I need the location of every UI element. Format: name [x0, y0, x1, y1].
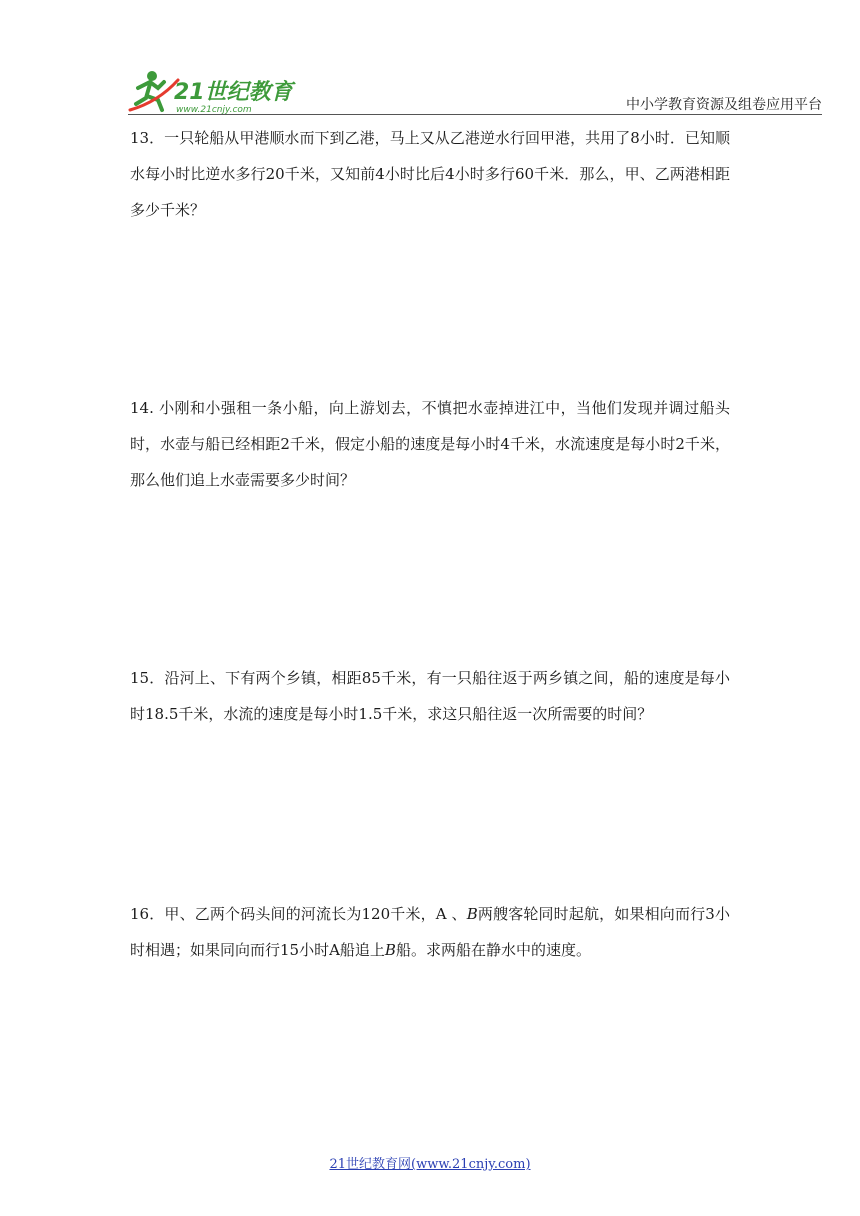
question-15: 15．沿河上、下有两个乡镇，相距85千米，有一只船往返于两乡镇之间，船的速度是每小时18.5千米，水流的速度是每小时1.5千米，求这只船往返一次所需要的时间？ — [130, 669, 730, 723]
header-divider — [128, 114, 822, 115]
site-logo — [128, 66, 308, 116]
question-16-part-b: 两艘客轮同时起航，如果相向而行3小时相遇；如果同向而行15小时A船追上 — [130, 905, 730, 959]
question-16 — [130, 896, 730, 968]
logo-runner-icon — [128, 66, 308, 116]
svg-text:www.21cnjy.com: www.21cnjy.com — [176, 105, 252, 115]
question-13: 13．一只轮船从甲港顺水而下到乙港，马上又从乙港逆水行回甲港，共用了8小时．已知顺水每小时比逆水多行20千米，又知前4小时比后4小时多行60千米．那么，甲、乙两港相距多少千米？ — [130, 129, 730, 219]
question-16-part-a: 16．甲、乙两个码头间的河流长为120千米，A 、 — [130, 905, 467, 923]
question-16-part-c: 船。求两船在静水中的速度。 — [395, 941, 591, 959]
page-header — [0, 0, 860, 120]
variable-b: B — [466, 905, 478, 923]
svg-text:21世纪教育: 21世纪教育 — [174, 80, 293, 105]
page-footer — [0, 1153, 860, 1172]
footer-link[interactable]: 21世纪教育网(www.21cnjy.com) — [329, 1157, 531, 1172]
platform-title: 中小学教育资源及组卷应用平台 — [626, 97, 822, 113]
question-14: 14. 小刚和小强租一条小船，向上游划去，不慎把水壶掉进江中，当他们发现并调过船头时，水壶与船已经相距2千米，假定小船的速度是每小时4千米，水流速度是每小时2千米，那么他们追上水壶需要多少时间？ — [130, 399, 730, 489]
variable-b-2: B — [384, 941, 396, 959]
